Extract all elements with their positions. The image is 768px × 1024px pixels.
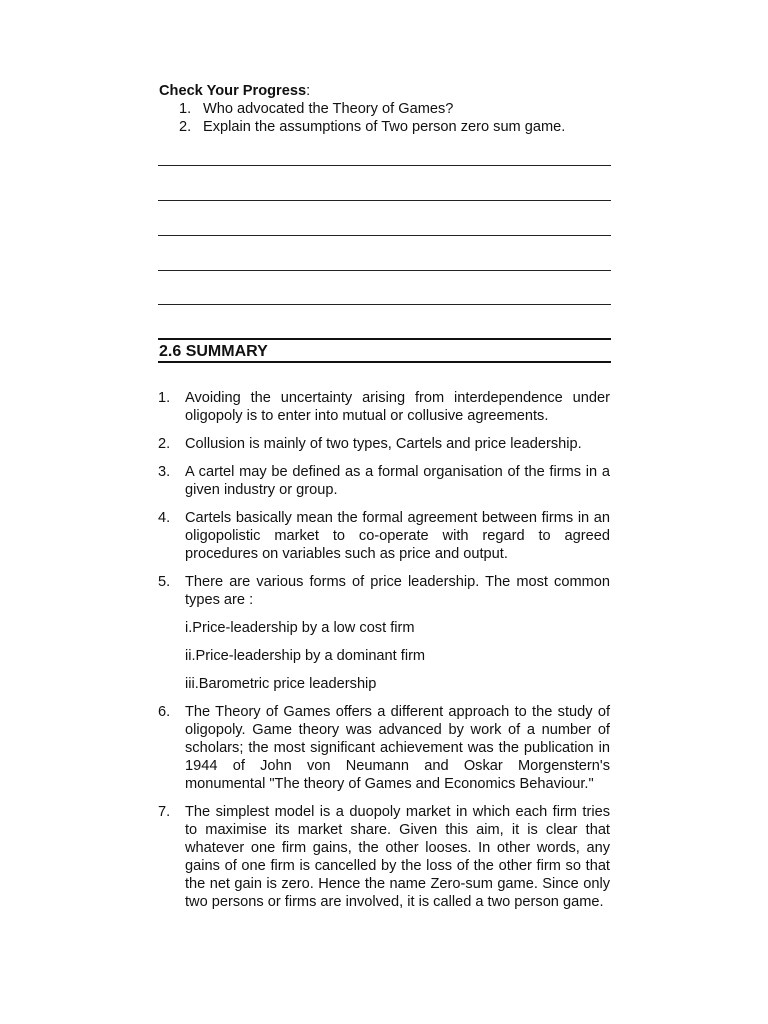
summary-list xyxy=(158,389,610,921)
summary-heading: 2.6 SUMMARY xyxy=(159,343,268,360)
summary-item xyxy=(158,463,610,499)
summary-item xyxy=(158,509,610,563)
summary-item xyxy=(158,703,610,793)
answer-line xyxy=(158,304,611,305)
question-list xyxy=(159,100,611,136)
answer-line xyxy=(158,200,611,201)
summary-item-text: Cartels basically mean the formal agreement between firms in an oligopolistic market to co-operate with regard to agreed procedures on variables such as price and output. xyxy=(185,510,610,562)
summary-item-text: Avoiding the uncertainty arising from interdependence under oligopoly is to enter into mutual or collusive agreements. xyxy=(185,390,610,424)
summary-item-text: The simplest model is a duopoly market in which each firm tries to maximise its market share. Given this aim, it is clear that whatever one firm gains, the other looses. In other words, any gains of one firm is cancelled by the loss of the other firm so that the net gain is zero. Hence the name Zero-sum game. Since only two persons or firms are involved, it is called a two person game. xyxy=(185,804,610,910)
summary-item-text: There are various forms of price leadership. The most common types are : xyxy=(185,574,610,608)
answer-line xyxy=(158,235,611,236)
question-number: 1. xyxy=(179,101,192,117)
summary-item xyxy=(158,435,610,453)
question-item xyxy=(159,100,611,118)
question-number: 2. xyxy=(179,119,192,135)
summary-item xyxy=(158,389,610,425)
question-text: Who advocated the Theory of Games? xyxy=(203,101,454,117)
summary-item-text: Collusion is mainly of two types, Cartels and price leadership. xyxy=(185,436,582,452)
summary-item-text: The Theory of Games offers a different approach to the study of oligopoly. Game theory was advanced by work of a number of scholars; the most significant achievement was the publication in 1944 of John von Neumann and Oskar Morgenstern's monumental "The theory of Games and Economics Behaviour." xyxy=(185,704,610,792)
check-progress-title: Check Your Progress xyxy=(159,83,307,99)
summary-item-number: 4. xyxy=(158,510,171,526)
price-leadership-form: i.Price-leadership by a low cost firm xyxy=(185,620,415,636)
summary-item xyxy=(158,573,610,693)
summary-heading-bar xyxy=(158,338,611,363)
summary-item xyxy=(158,803,610,911)
summary-item-number: 6. xyxy=(158,704,171,720)
check-progress-colon: : xyxy=(306,83,311,99)
summary-item-number: 2. xyxy=(158,436,171,452)
summary-item-number: 7. xyxy=(158,804,171,820)
check-progress-section xyxy=(159,82,611,136)
summary-item-text: A cartel may be defined as a formal organisation of the firms in a given industry or group. xyxy=(185,464,610,498)
summary-item-number: 1. xyxy=(158,390,171,406)
question-text: Explain the assumptions of Two person zero sum game. xyxy=(203,119,566,135)
answer-line xyxy=(158,165,611,166)
question-item xyxy=(159,118,611,136)
price-leadership-form: ii.Price-leadership by a dominant firm xyxy=(185,648,426,664)
price-leadership-forms xyxy=(185,619,610,693)
check-progress-heading xyxy=(159,82,611,100)
summary-item-number: 3. xyxy=(158,464,171,480)
summary-item-number: 5. xyxy=(158,574,171,590)
answer-line xyxy=(158,270,611,271)
price-leadership-form: iii.Barometric price leadership xyxy=(185,676,377,692)
